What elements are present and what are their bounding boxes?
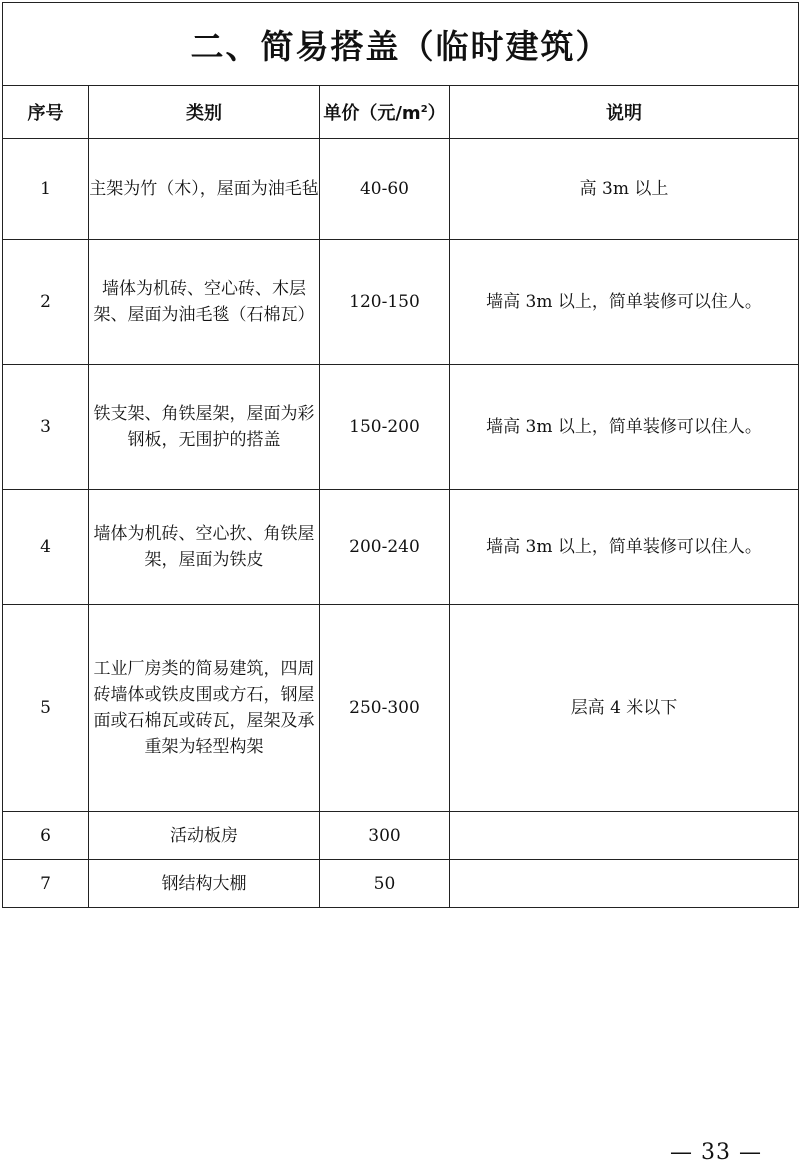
row-index: 3 <box>3 365 89 490</box>
row-note: 墙高 3m 以上，简单装修可以住人。 <box>450 240 799 365</box>
price-table <box>2 2 799 908</box>
row-category: 铁支架、角铁屋架，屋面为彩钢板，无围护的搭盖 <box>89 365 320 490</box>
table-row <box>3 365 799 490</box>
header-category: 类别 <box>89 86 320 139</box>
row-category: 工业厂房类的简易建筑，四周砖墙体或铁皮围或方石，钢屋面或石棉瓦或砖瓦，屋架及承重架为轻型构架 <box>89 605 320 812</box>
row-note: 墙高 3m 以上，简单装修可以住人。 <box>450 365 799 490</box>
header-index: 序号 <box>3 86 89 139</box>
row-index: 4 <box>3 490 89 605</box>
row-category: 活动板房 <box>89 812 320 860</box>
row-note <box>450 860 799 908</box>
table-title: 二、简易搭盖（临时建筑） <box>3 3 799 86</box>
row-note <box>450 812 799 860</box>
header-price-sup: 2 <box>420 104 428 115</box>
row-note: 层高 4 米以下 <box>450 605 799 812</box>
row-index: 7 <box>3 860 89 908</box>
row-price: 150-200 <box>320 365 450 490</box>
row-note: 墙高 3m 以上，简单装修可以住人。 <box>450 490 799 605</box>
header-note: 说明 <box>450 86 799 139</box>
header-price-suffix: ） <box>427 103 446 124</box>
row-index: 5 <box>3 605 89 812</box>
row-price: 250-300 <box>320 605 450 812</box>
table-row <box>3 240 799 365</box>
table-row <box>3 490 799 605</box>
row-price: 120-150 <box>320 240 450 365</box>
row-price: 50 <box>320 860 450 908</box>
row-price: 40-60 <box>320 139 450 240</box>
page-number: — 33 — <box>670 1140 762 1165</box>
header-row <box>3 86 799 139</box>
row-price: 300 <box>320 812 450 860</box>
row-category: 墙体为机砖、空心扻、角铁屋架，屋面为铁皮 <box>89 490 320 605</box>
header-price-text: 单价（元/m <box>323 103 421 124</box>
table-row <box>3 860 799 908</box>
row-price: 200-240 <box>320 490 450 605</box>
table-row <box>3 139 799 240</box>
row-category: 墙体为机砖、空心砖、木层架、屋面为油毛毯（石棉瓦） <box>89 240 320 365</box>
row-category: 钢结构大棚 <box>89 860 320 908</box>
row-note: 高 3m 以上 <box>450 139 799 240</box>
row-index: 1 <box>3 139 89 240</box>
title-row <box>3 3 799 86</box>
row-category: 主架为竹（木），屋面为油毛毡 <box>89 139 320 240</box>
row-index: 2 <box>3 240 89 365</box>
row-index: 6 <box>3 812 89 860</box>
table-row <box>3 605 799 812</box>
header-price <box>320 86 450 139</box>
table-row <box>3 812 799 860</box>
